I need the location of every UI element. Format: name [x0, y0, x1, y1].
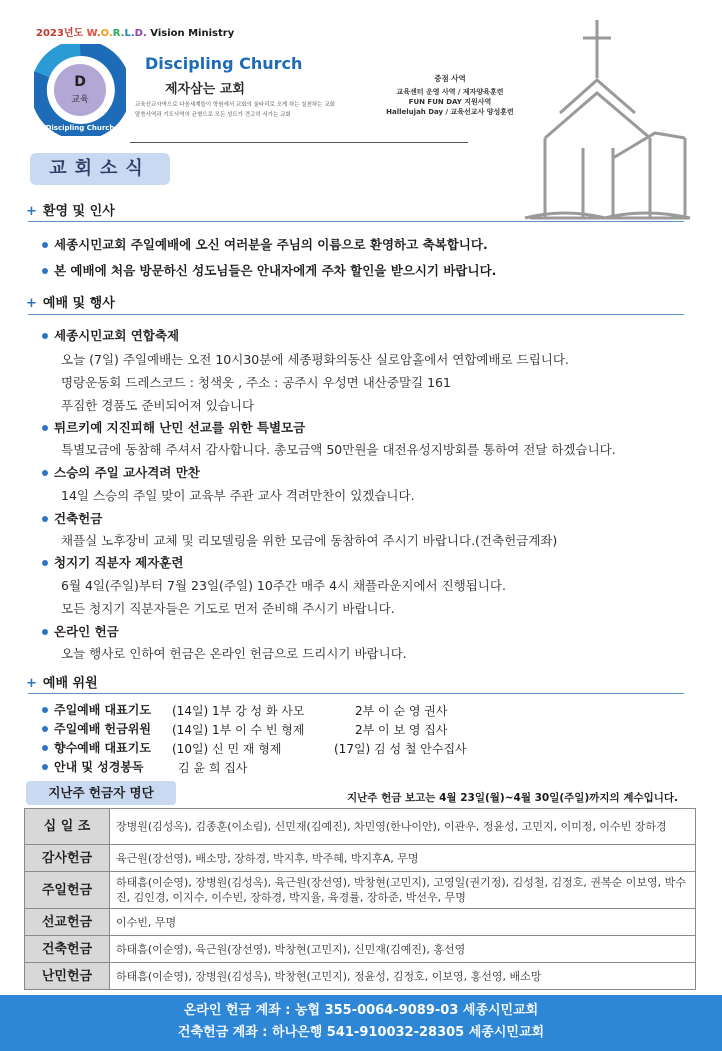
event-line: 푸짐한 경품도 준비되어져 있습니다: [61, 398, 255, 413]
giving-label: 감사헌금: [25, 845, 110, 872]
world-letter: L: [124, 28, 131, 39]
giving-label: 선교헌금: [25, 909, 110, 936]
worship-a: (10일) 신 민 재 형제: [172, 742, 282, 756]
focus-title: 중점 사역: [434, 74, 466, 83]
world-dot: .: [120, 28, 125, 39]
bullet-icon: [42, 764, 48, 770]
focus-line: 교육센터 운영 사역 / 제자양육훈련: [396, 88, 504, 96]
bullet-icon: [42, 425, 48, 431]
event-title-text: 세종시민교회 연합축제: [54, 328, 180, 343]
giving-report-note: 지난주 헌금 보고는 4월 23일(월)~4월 30일(주일)까지의 계수입니다.: [347, 792, 679, 804]
event-title: [42, 326, 179, 344]
bullet-icon: [42, 745, 48, 751]
online-account: 온라인 헌금 계좌 : 농협 355-0064-9089-03 세종시민교회: [183, 1003, 539, 1018]
bullet-icon: [42, 516, 48, 522]
church-illustration: [505, 18, 695, 223]
section-worship-heading: [26, 672, 98, 691]
world-dot: .: [96, 28, 101, 39]
event-title: [42, 463, 200, 481]
description-line: 교육선교사역으로 다음세계들이 학원에서 교회의 울타리로 오게 하는 실천하는 교회: [135, 102, 335, 108]
bullet-icon: [42, 333, 48, 339]
focus-line: Hallelujah Day / 교육선교사 양성훈련: [386, 108, 514, 116]
bullet-icon: [42, 726, 48, 732]
table-row: [25, 936, 696, 963]
worship-row: [42, 758, 144, 775]
worship-a: (14일) 1부 이 수 빈 형제: [172, 723, 305, 737]
church-title-en: Discipling Church: [145, 54, 303, 73]
event-line: 6월 4일(주일)부터 7월 23일(주일) 10주간 매주 4시 채플라운지에서 진행됩니다.: [61, 578, 506, 593]
event-title: [42, 418, 305, 436]
event-title: [42, 509, 102, 527]
logo-ring-text: Discipling Church: [45, 124, 115, 132]
section-title: 환영 및 인사: [42, 204, 115, 219]
building-account: 건축헌금 계좌 : 하나은행 541-910032-28305 세종시민교회: [177, 1025, 545, 1040]
giving-names: 육근원(장선영), 배소망, 장하경, 박지후, 박주혜, 박지후A, 무명: [110, 845, 696, 872]
section-divider: [28, 693, 684, 694]
news-title: 교회소식: [30, 153, 170, 185]
welcome-item: [42, 261, 496, 279]
event-line: 오늘 (7일) 주일예배는 오전 10시30분에 세종평화의동산 실로암홀에서 연합예배로 드립니다.: [61, 352, 569, 367]
event-title-text: 튀르키예 지진피해 난민 선교를 위한 특별모금: [54, 420, 306, 435]
section-title: 예배 및 행사: [42, 296, 115, 311]
worship-row: [42, 739, 151, 756]
giving-names: 장병원(김성옥), 김종훈(이소림), 신민재(김예진), 차민영(한나이안), 이관우, 정윤성, 고민지, 이미정, 이수빈 장하경: [110, 809, 696, 845]
table-row: [25, 809, 696, 845]
focus-line: FUN FUN DAY 지원사역: [408, 98, 492, 106]
table-row: [25, 872, 696, 909]
event-line: 채플실 노후장비 교체 및 리모델링을 위한 모금에 동참하여 주시기 바랍니다.(건축헌금계좌): [61, 533, 558, 548]
section-divider: [28, 314, 684, 315]
bullet-icon: [42, 560, 48, 566]
plus-icon: +: [26, 296, 37, 311]
worship-b: (17일) 김 성 철 안수집사: [334, 742, 467, 756]
event-line: 오늘 행사로 인하여 헌금은 온라인 헌금으로 드리시기 바랍니다.: [61, 646, 407, 661]
world-dot: .: [142, 28, 147, 39]
world-letter: W: [86, 28, 97, 39]
table-row: [25, 909, 696, 936]
section-divider: [28, 221, 684, 222]
section-events-heading: [26, 292, 115, 311]
event-title: [42, 553, 183, 571]
event-line: 모든 청지기 직분자들은 기도로 먼저 준비해 주시기 바랍니다.: [61, 601, 395, 616]
giving-label: 건축헌금: [25, 936, 110, 963]
giving-names: 하태흠(이순영), 장병원(김성옥), 육근원(장선영), 박창현(고민지), 고영일(권기정), 김성철, 김정호, 권복순 이보영, 박수진, 김인경, 이지수, 이수빈, 장하경, 박지율, 육경률, 장하준, 박선우, 무명: [110, 872, 696, 909]
event-title-text: 스승의 주일 교사격려 만찬: [54, 465, 200, 480]
worship-label: 향수예배 대표기도: [54, 741, 151, 755]
header-topline: [36, 24, 234, 39]
welcome-text: 본 예배에 처음 방문하신 성도님들은 안내자에게 주차 할인을 받으시기 바랍니다.: [54, 263, 497, 278]
welcome-text: 세종시민교회 주일예배에 오신 여러분을 주님의 이름으로 환영하고 축복합니다.: [54, 237, 488, 252]
focus-ministry: [385, 74, 515, 117]
worship-label: 주일예배 헌금위원: [54, 722, 151, 736]
world-dot: .: [108, 28, 113, 39]
worship-label: 주일예배 대표기도: [54, 703, 151, 717]
header-divider: [130, 142, 468, 143]
event-title-text: 온라인 헌금: [54, 624, 119, 639]
church-logo: [34, 44, 126, 136]
world-dot: .: [130, 28, 135, 39]
giving-label: 주일헌금: [25, 872, 110, 909]
giving-names: 하태흠(이순영), 장병원(김성옥), 박창현(고민지), 정윤성, 김정호, 이보영, 홍선영, 배소망: [110, 963, 696, 990]
bullet-icon: [42, 629, 48, 635]
table-row: [25, 963, 696, 990]
account-footer: [0, 995, 722, 1051]
worship-row: [42, 720, 151, 737]
church-title-ko: 제자삼는 교회: [165, 82, 245, 97]
plus-icon: +: [26, 204, 37, 219]
world-letter: D: [134, 28, 143, 39]
worship-row: [42, 701, 151, 718]
bullet-icon: [42, 268, 48, 274]
logo-text: 교육: [71, 95, 89, 105]
worship-a: 김 윤 희 집사: [178, 761, 248, 775]
world-letter: R: [112, 28, 121, 39]
world-letter: O: [100, 28, 109, 39]
section-title: 예배 위원: [42, 676, 98, 691]
logo-letter: D: [74, 74, 86, 90]
ministry-label: Vision Ministry: [150, 28, 235, 39]
worship-label: 안내 및 성경봉독: [54, 760, 144, 774]
event-title-text: 건축헌금: [54, 511, 103, 526]
event-line: 14일 스승의 주일 맞이 교육부 주관 교사 격려만찬이 있겠습니다.: [61, 488, 415, 503]
bullet-icon: [42, 242, 48, 248]
worship-b: 2부 이 보 영 집사: [355, 723, 448, 737]
bullet-icon: [42, 470, 48, 476]
giving-title: 지난주 헌금자 명단: [26, 781, 176, 805]
giving-label: 십 일 조: [25, 809, 110, 845]
section-welcome-heading: [26, 200, 115, 219]
worship-a: (14일) 1부 강 성 화 사모: [172, 704, 305, 718]
event-title: [42, 622, 119, 640]
event-line: 명랑운동회 드레스코드 : 청색옷 , 주소 : 공주시 우성면 내산중말길 161: [61, 375, 451, 390]
giving-table: [24, 808, 696, 990]
worship-b: 2부 이 순 영 권사: [355, 704, 448, 718]
giving-names: 이수빈, 무명: [110, 909, 696, 936]
event-title-text: 청지기 직분자 제자훈련: [54, 555, 184, 570]
bullet-icon: [42, 707, 48, 713]
event-line: 특별모금에 동참해 주셔서 감사합니다. 총모금액 50만원을 대전유성지방회를 통하여 전달 하겠습니다.: [61, 442, 616, 457]
description-line: 말씀사역과 기도사역의 균형으로 모든 성도가 견고히 서가는 교회: [135, 112, 291, 118]
church-description: [135, 100, 365, 120]
plus-icon: +: [26, 676, 37, 691]
giving-label: 난민헌금: [25, 963, 110, 990]
giving-names: 하태흠(이순영), 육근원(장선영), 박창현(고민지), 신민재(김예진), 홍선영: [110, 936, 696, 963]
table-row: [25, 845, 696, 872]
year-label: 2023년도: [36, 28, 84, 39]
welcome-item: [42, 235, 488, 253]
